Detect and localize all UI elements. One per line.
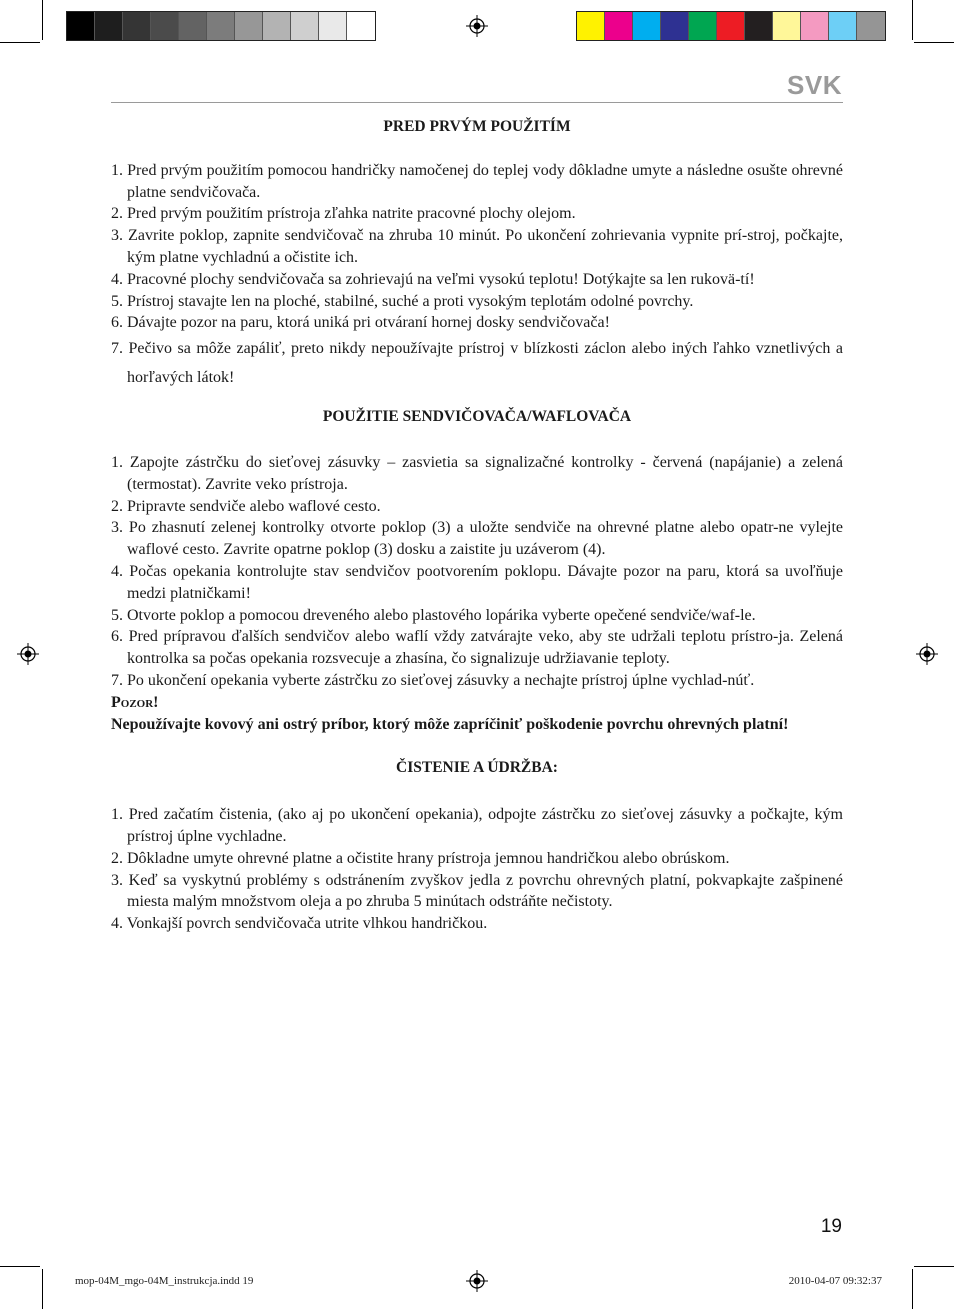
color-swatch <box>207 12 235 40</box>
section-title: ČISTENIE A ÚDRŽBA: <box>396 759 558 777</box>
header-divider <box>111 102 843 103</box>
list-item: 6. Pred prípravou ďalších sendvičov alebo waflí vždy zatvárajte veko, aby ste udržali teplotu prístro-ja. Zelená kontrolka sa počas opekania rozsvecuje a zhasína, čo signalizuje udržiavanie teploty. <box>111 628 843 668</box>
warning-title: Pozor! <box>111 693 159 711</box>
list-item: 7. Pečivo sa môže zapáliť, preto nikdy nepoužívajte prístroj v blízkosti záclon alebo iných ľahko vznetlivých a horľavých látok! <box>111 340 843 387</box>
list-item: 7. Po ukončení opekania vyberte zástrčku zo sieťovej zásuvky a nechajte prístroj úplne vychlad-núť. <box>111 671 755 689</box>
color-swatch <box>235 12 263 40</box>
color-swatch <box>347 12 375 40</box>
crop-mark <box>914 1266 954 1267</box>
crop-mark <box>912 1269 913 1309</box>
instruction-list <box>111 804 843 935</box>
color-swatch <box>801 12 829 40</box>
file-name-slug: mop-04M_mgo-04M_instrukcja.indd 19 <box>75 1275 254 1287</box>
crosshair-target-icon <box>466 1270 488 1292</box>
color-swatch <box>605 12 633 40</box>
color-swatch <box>773 12 801 40</box>
color-swatch <box>123 12 151 40</box>
color-swatch <box>291 12 319 40</box>
list-item: 4. Počas opekania kontrolujte stav sendvičov pootvorením poklopu. Dávajte pozor na paru, ktorá sa uvoľňuje medzi platničkami! <box>111 562 843 602</box>
crop-mark <box>0 1266 40 1267</box>
crosshair-target-icon <box>466 15 488 37</box>
color-swatch <box>67 12 95 40</box>
list-item: 1. Pred prvým použitím pomocou handričky namočenej do teplej vody dôkladne umyte a následne osušte ohrevné platne sendvičovača. <box>111 161 843 201</box>
crosshair-target-icon <box>916 643 938 665</box>
color-swatch <box>829 12 857 40</box>
list-item: 3. Po zhasnutí zelenej kontrolky otvorte poklop (3) a uložte sendviče na ohrevné platne alebo opatr-ne vylejte waflové cesto. Zavrite opatrne poklop (3) dosku a zaistite ju uzáverom (4). <box>111 519 843 559</box>
color-swatch <box>577 12 605 40</box>
section-title: PRED PRVÝM POUŽITÍM <box>383 118 571 135</box>
crop-mark <box>0 42 40 43</box>
color-swatch <box>319 12 347 40</box>
color-swatch <box>857 12 885 40</box>
crop-mark <box>914 42 954 43</box>
list-item: 4. Vonkajší povrch sendvičovača utrite vlhkou handričkou. <box>111 915 488 933</box>
page-number: 19 <box>820 1216 842 1237</box>
crosshair-target-icon <box>17 643 39 665</box>
color-swatch <box>151 12 179 40</box>
color-swatch-strip <box>576 11 886 41</box>
list-item: 6. Dávajte pozor na paru, ktorá uniká pri otváraní hornej dosky sendvičovača! <box>111 314 610 332</box>
color-swatch <box>689 12 717 40</box>
list-item: 4. Pracovné plochy sendvičovača sa zohrievajú na veľmi vysokú teplotu! Dotýkajte sa len rukovä-tí! <box>111 270 755 288</box>
section-title: POUŽITIE SENDVIČOVAČA/WAFLOVAČA <box>322 408 632 426</box>
grayscale-swatch-strip <box>66 11 376 41</box>
crop-mark <box>42 0 43 40</box>
color-swatch <box>633 12 661 40</box>
list-item: 1. Zapojte zástrčku do sieťovej zásuvky – zasvietia sa signalizačné kontrolky - červená (napájanie) a zelená (termostat). Zavrite veko prístroja. <box>111 453 843 493</box>
crop-mark <box>912 0 913 40</box>
print-timestamp: 2010-04-07 09:32:37 <box>788 1275 882 1287</box>
color-swatch <box>661 12 689 40</box>
color-swatch <box>179 12 207 40</box>
warning-text: Nepoužívajte kovový ani ostrý príbor, ktorý môže zapríčiniť poškodenie povrchu ohrevných platní! <box>111 715 789 733</box>
instruction-list <box>111 452 843 692</box>
color-swatch <box>745 12 773 40</box>
list-item: 2. Dôkladne umyte ohrevné platne a očistite hrany prístroja jemnou handričkou alebo obrúskom. <box>111 849 730 867</box>
list-item: 3. Keď sa vyskytnú problémy s odstránením zvyškov jedla z povrchu ohrevných platní, pokvapkajte zašpinené miesta malým množstvom oleja a po zhruba 5 minútach odstráňte nečistoty. <box>111 871 843 911</box>
list-item: 5. Prístroj stavajte len na ploché, stabilné, suché a proti vysokým teplotám odolné povrchy. <box>111 292 694 310</box>
list-item: 2. Pred prvým použitím prístroja zľahka natrite pracovné plochy olejom. <box>111 205 576 223</box>
page-content <box>111 116 843 935</box>
color-swatch <box>717 12 745 40</box>
list-item: 5. Otvorte poklop a pomocou dreveného alebo plastového lopárika vyberte opečené sendviče/waf-le. <box>111 606 756 624</box>
crop-mark <box>42 1269 43 1309</box>
list-item: 1. Pred začatím čistenia, (ako aj po ukončení opekania), odpojte zástrčku zo sieťovej zásuvky a počkajte, kým prístroj úplne vychladne. <box>111 806 843 845</box>
list-item: 2. Pripravte sendviče alebo waflové cesto. <box>111 497 381 515</box>
color-swatch <box>95 12 123 40</box>
language-code: SVK <box>787 70 842 100</box>
color-swatch <box>263 12 291 40</box>
instruction-list <box>111 160 843 392</box>
list-item: 3. Zavrite poklop, zapnite sendvičovač na zhruba 10 minút. Po ukončení zohrievania vypnite prí-stroj, počkajte, kým platne vychladnú a očistite ich. <box>111 227 843 266</box>
